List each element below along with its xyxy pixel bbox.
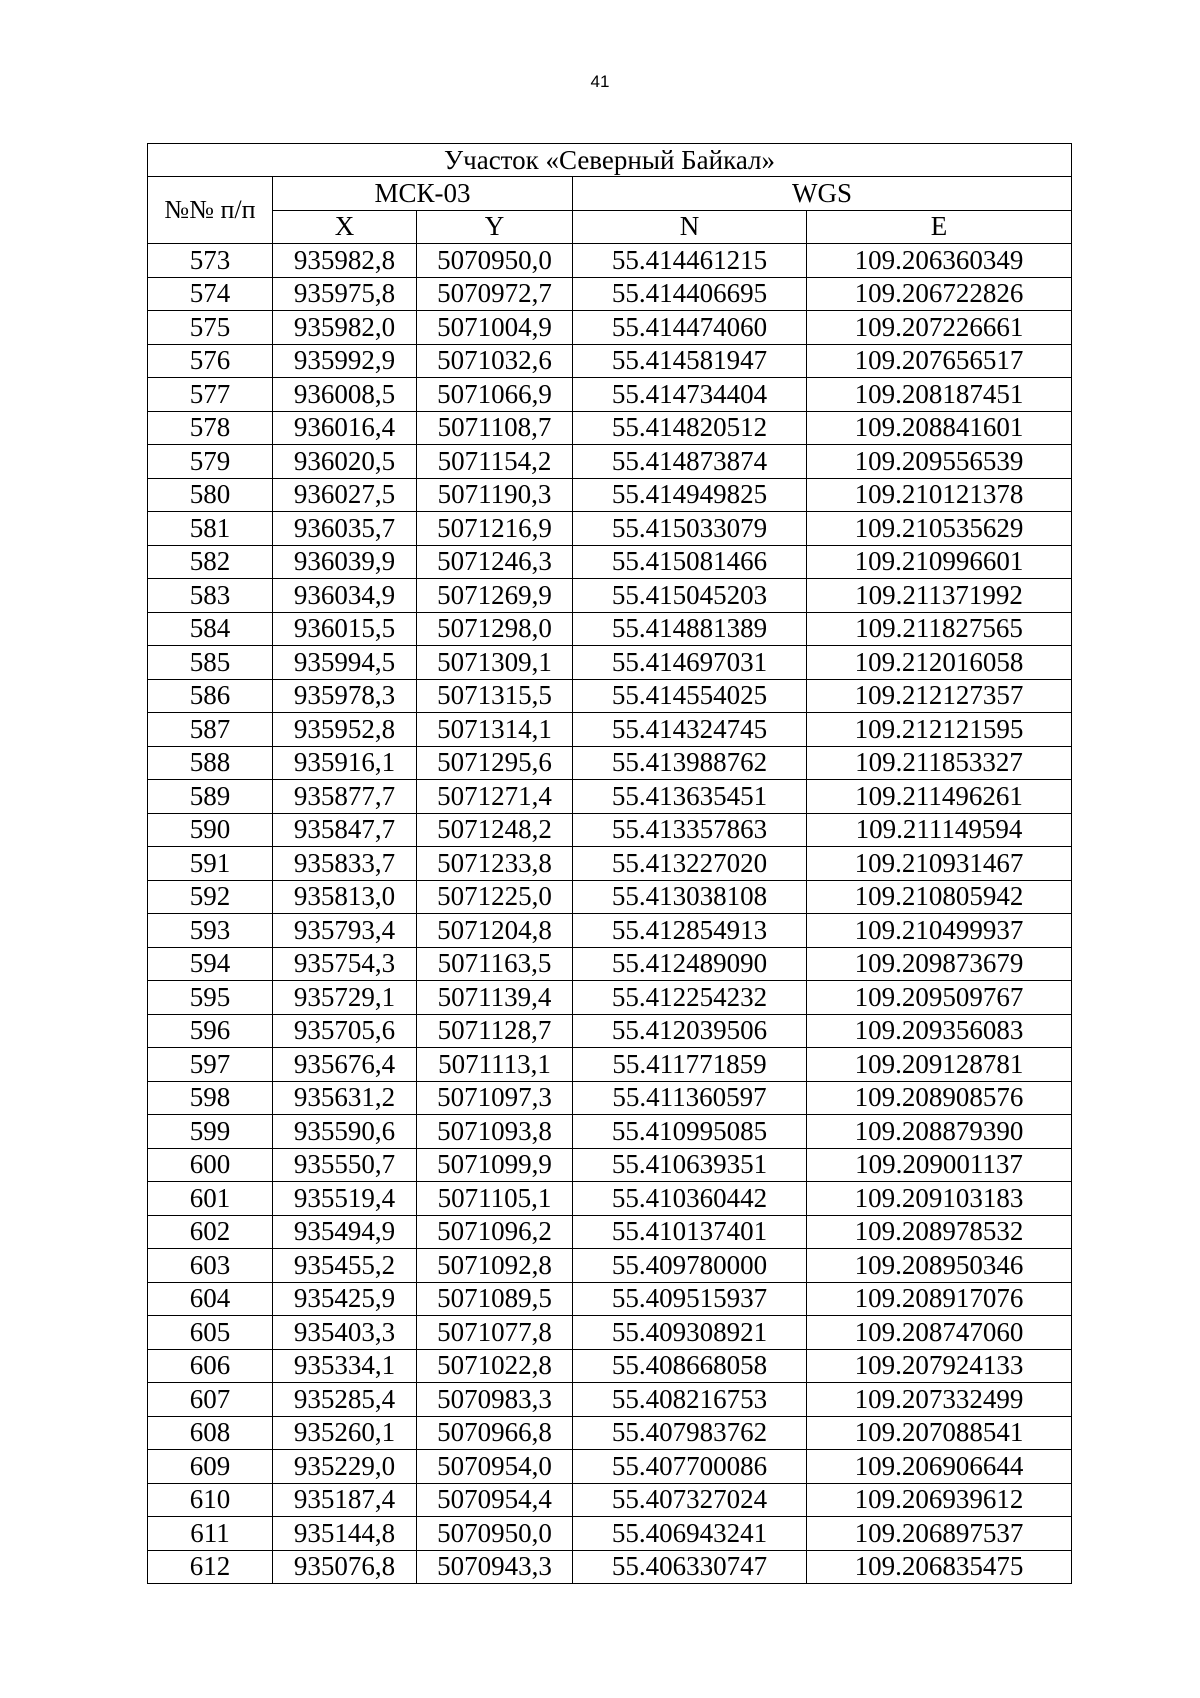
cell-row-number: 589 [148,780,273,814]
cell-x: 936020,5 [273,445,417,479]
cell-e: 109.208978532 [807,1215,1072,1249]
cell-e: 109.206939612 [807,1483,1072,1517]
table-row [148,981,1072,1015]
cell-n: 55.406330747 [573,1550,807,1584]
table-row [148,344,1072,378]
cell-y: 5071248,2 [417,813,573,847]
cell-row-number: 583 [148,579,273,613]
cell-n: 55.415081466 [573,545,807,579]
cell-e: 109.212016058 [807,646,1072,680]
cell-x: 935519,4 [273,1182,417,1216]
cell-y: 5071004,9 [417,311,573,345]
cell-row-number: 588 [148,746,273,780]
cell-e: 109.210996601 [807,545,1072,579]
cell-e: 109.206897537 [807,1517,1072,1551]
cell-y: 5071271,4 [417,780,573,814]
table-row [148,1416,1072,1450]
cell-x: 935403,3 [273,1316,417,1350]
cell-x: 935975,8 [273,277,417,311]
cell-e: 109.209356083 [807,1014,1072,1048]
cell-y: 5071113,1 [417,1048,573,1082]
cell-x: 935994,5 [273,646,417,680]
cell-row-number: 599 [148,1115,273,1149]
cell-e: 109.207226661 [807,311,1072,345]
cell-x: 935631,2 [273,1081,417,1115]
table-row [148,813,1072,847]
table-row [148,1517,1072,1551]
cell-x: 935494,9 [273,1215,417,1249]
cell-x: 935260,1 [273,1416,417,1450]
cell-x: 935676,4 [273,1048,417,1082]
cell-n: 55.415045203 [573,579,807,613]
cell-row-number: 587 [148,713,273,747]
cell-x: 936015,5 [273,612,417,646]
cell-n: 55.414554025 [573,679,807,713]
cell-y: 5071032,6 [417,344,573,378]
table-row [148,612,1072,646]
cell-n: 55.407327024 [573,1483,807,1517]
cell-y: 5071314,1 [417,713,573,747]
cell-y: 5070950,0 [417,1517,573,1551]
cell-row-number: 586 [148,679,273,713]
cell-x: 936035,7 [273,512,417,546]
cell-row-number: 611 [148,1517,273,1551]
cell-e: 109.208841601 [807,411,1072,445]
table-row [148,512,1072,546]
cell-n: 55.410137401 [573,1215,807,1249]
table-row [148,947,1072,981]
cell-e: 109.206360349 [807,244,1072,278]
cell-y: 5071298,0 [417,612,573,646]
table-row [148,780,1072,814]
header-wgs: WGS [573,177,1072,211]
cell-row-number: 579 [148,445,273,479]
cell-e: 109.210121378 [807,478,1072,512]
table-body [148,244,1072,1584]
cell-n: 55.407983762 [573,1416,807,1450]
cell-x: 935992,9 [273,344,417,378]
cell-n: 55.412254232 [573,981,807,1015]
cell-y: 5071216,9 [417,512,573,546]
coordinates-table [147,143,1072,1584]
cell-x: 936039,9 [273,545,417,579]
cell-n: 55.414581947 [573,344,807,378]
cell-y: 5071204,8 [417,914,573,948]
cell-y: 5071108,7 [417,411,573,445]
cell-n: 55.414461215 [573,244,807,278]
cell-row-number: 577 [148,378,273,412]
cell-e: 109.210931467 [807,847,1072,881]
cell-e: 109.206906644 [807,1450,1072,1484]
cell-e: 109.210535629 [807,512,1072,546]
cell-x: 935229,0 [273,1450,417,1484]
cell-x: 935952,8 [273,713,417,747]
table-row [148,478,1072,512]
cell-e: 109.209103183 [807,1182,1072,1216]
cell-y: 5071139,4 [417,981,573,1015]
cell-n: 55.415033079 [573,512,807,546]
table-row [148,1349,1072,1383]
table-row [148,311,1072,345]
cell-row-number: 574 [148,277,273,311]
cell-n: 55.411771859 [573,1048,807,1082]
cell-row-number: 597 [148,1048,273,1082]
cell-row-number: 576 [148,344,273,378]
cell-row-number: 585 [148,646,273,680]
table-row [148,1182,1072,1216]
cell-n: 55.410995085 [573,1115,807,1149]
table-row [148,1014,1072,1048]
cell-e: 109.209556539 [807,445,1072,479]
cell-e: 109.208879390 [807,1115,1072,1149]
cell-e: 109.211371992 [807,579,1072,613]
cell-row-number: 609 [148,1450,273,1484]
cell-e: 109.212121595 [807,713,1072,747]
table-row [148,1383,1072,1417]
cell-e: 109.207924133 [807,1349,1072,1383]
table-row [148,1316,1072,1350]
cell-row-number: 607 [148,1383,273,1417]
cell-e: 109.207088541 [807,1416,1072,1450]
cell-row-number: 608 [148,1416,273,1450]
cell-y: 5070966,8 [417,1416,573,1450]
table-row [148,1215,1072,1249]
table-row [148,445,1072,479]
cell-row-number: 578 [148,411,273,445]
cell-row-number: 591 [148,847,273,881]
table-row [148,1550,1072,1584]
cell-y: 5071105,1 [417,1182,573,1216]
header-y: Y [417,210,573,244]
cell-x: 935833,7 [273,847,417,881]
cell-row-number: 580 [148,478,273,512]
cell-row-number: 600 [148,1148,273,1182]
cell-e: 109.208747060 [807,1316,1072,1350]
cell-y: 5070983,3 [417,1383,573,1417]
cell-row-number: 584 [148,612,273,646]
cell-y: 5071154,2 [417,445,573,479]
header-e: E [807,210,1072,244]
cell-x: 935590,6 [273,1115,417,1149]
cell-x: 935982,8 [273,244,417,278]
cell-n: 55.414949825 [573,478,807,512]
cell-row-number: 590 [148,813,273,847]
cell-x: 935076,8 [273,1550,417,1584]
cell-row-number: 610 [148,1483,273,1517]
cell-n: 55.412039506 [573,1014,807,1048]
cell-n: 55.408668058 [573,1349,807,1383]
cell-e: 109.206722826 [807,277,1072,311]
cell-y: 5071093,8 [417,1115,573,1149]
cell-y: 5071096,2 [417,1215,573,1249]
cell-x: 935916,1 [273,746,417,780]
cell-x: 935978,3 [273,679,417,713]
cell-x: 936016,4 [273,411,417,445]
cell-e: 109.209128781 [807,1048,1072,1082]
cell-x: 935847,7 [273,813,417,847]
cell-y: 5070972,7 [417,277,573,311]
table-row [148,378,1072,412]
table-row [148,244,1072,278]
table-row [148,1115,1072,1149]
cell-n: 55.409515937 [573,1282,807,1316]
page-number: 41 [590,72,610,91]
cell-y: 5071128,7 [417,1014,573,1048]
table-row [148,1450,1072,1484]
cell-y: 5071163,5 [417,947,573,981]
cell-x: 935793,4 [273,914,417,948]
cell-n: 55.408216753 [573,1383,807,1417]
cell-y: 5071225,0 [417,880,573,914]
cell-x: 935285,4 [273,1383,417,1417]
cell-row-number: 582 [148,545,273,579]
cell-e: 109.212127357 [807,679,1072,713]
cell-row-number: 573 [148,244,273,278]
cell-e: 109.209873679 [807,947,1072,981]
cell-e: 109.208950346 [807,1249,1072,1283]
table-row [148,646,1072,680]
cell-n: 55.411360597 [573,1081,807,1115]
cell-x: 935550,7 [273,1148,417,1182]
cell-e: 109.211496261 [807,780,1072,814]
cell-y: 5071099,9 [417,1148,573,1182]
table-row [148,713,1072,747]
cell-e: 109.208908576 [807,1081,1072,1115]
cell-y: 5071190,3 [417,478,573,512]
cell-y: 5070954,0 [417,1450,573,1484]
table-row [148,1483,1072,1517]
cell-y: 5070943,3 [417,1550,573,1584]
cell-n: 55.413038108 [573,880,807,914]
table-row [148,579,1072,613]
cell-n: 55.414881389 [573,612,807,646]
cell-e: 109.206835475 [807,1550,1072,1584]
cell-y: 5071066,9 [417,378,573,412]
cell-n: 55.409308921 [573,1316,807,1350]
cell-row-number: 592 [148,880,273,914]
cell-y: 5071295,6 [417,746,573,780]
cell-e: 109.210805942 [807,880,1072,914]
cell-x: 935754,3 [273,947,417,981]
cell-n: 55.414474060 [573,311,807,345]
cell-x: 935144,8 [273,1517,417,1551]
cell-x: 935729,1 [273,981,417,1015]
cell-e: 109.211853327 [807,746,1072,780]
cell-row-number: 601 [148,1182,273,1216]
table-row [148,847,1072,881]
cell-n: 55.412854913 [573,914,807,948]
cell-row-number: 575 [148,311,273,345]
cell-n: 55.414734404 [573,378,807,412]
cell-x: 935877,7 [273,780,417,814]
cell-n: 55.412489090 [573,947,807,981]
cell-y: 5071309,1 [417,646,573,680]
cell-row-number: 603 [148,1249,273,1283]
cell-n: 55.414406695 [573,277,807,311]
cell-e: 109.208917076 [807,1282,1072,1316]
cell-y: 5071246,3 [417,545,573,579]
cell-n: 55.407700086 [573,1450,807,1484]
table-row [148,1048,1072,1082]
cell-y: 5070954,4 [417,1483,573,1517]
cell-y: 5071077,8 [417,1316,573,1350]
cell-y: 5071315,5 [417,679,573,713]
table-row [148,1081,1072,1115]
table-row [148,411,1072,445]
cell-row-number: 602 [148,1215,273,1249]
table-title: Участок «Северный Байкал» [148,144,1072,177]
cell-y: 5071097,3 [417,1081,573,1115]
header-x: X [273,210,417,244]
cell-y: 5071022,8 [417,1349,573,1383]
cell-row-number: 598 [148,1081,273,1115]
cell-y: 5071089,5 [417,1282,573,1316]
header-n: N [573,210,807,244]
cell-row-number: 593 [148,914,273,948]
cell-e: 109.207332499 [807,1383,1072,1417]
table-row [148,679,1072,713]
table-row [148,1249,1072,1283]
cell-n: 55.410360442 [573,1182,807,1216]
cell-row-number: 612 [148,1550,273,1584]
cell-x: 935813,0 [273,880,417,914]
cell-row-number: 606 [148,1349,273,1383]
table-row [148,880,1072,914]
cell-row-number: 604 [148,1282,273,1316]
cell-e: 109.209001137 [807,1148,1072,1182]
cell-n: 55.413988762 [573,746,807,780]
cell-e: 109.211149594 [807,813,1072,847]
cell-n: 55.414697031 [573,646,807,680]
table-row [148,277,1072,311]
cell-e: 109.210499937 [807,914,1072,948]
table-row [148,746,1072,780]
cell-n: 55.406943241 [573,1517,807,1551]
header-row-number: №№ п/п [148,177,273,244]
cell-e: 109.207656517 [807,344,1072,378]
cell-n: 55.413635451 [573,780,807,814]
cell-e: 109.209509767 [807,981,1072,1015]
cell-row-number: 594 [148,947,273,981]
cell-row-number: 596 [148,1014,273,1048]
cell-x: 935334,1 [273,1349,417,1383]
cell-y: 5071092,8 [417,1249,573,1283]
cell-e: 109.211827565 [807,612,1072,646]
cell-y: 5071269,9 [417,579,573,613]
cell-y: 5071233,8 [417,847,573,881]
cell-x: 935425,9 [273,1282,417,1316]
cell-x: 935455,2 [273,1249,417,1283]
cell-row-number: 605 [148,1316,273,1350]
cell-row-number: 581 [148,512,273,546]
header-msk03: МСК-03 [273,177,573,211]
cell-n: 55.414324745 [573,713,807,747]
cell-x: 935982,0 [273,311,417,345]
cell-n: 55.414873874 [573,445,807,479]
cell-n: 55.409780000 [573,1249,807,1283]
table-row [148,1282,1072,1316]
cell-x: 936034,9 [273,579,417,613]
cell-e: 109.208187451 [807,378,1072,412]
cell-n: 55.414820512 [573,411,807,445]
cell-n: 55.410639351 [573,1148,807,1182]
cell-x: 936027,5 [273,478,417,512]
cell-x: 936008,5 [273,378,417,412]
table-row [148,914,1072,948]
table-row [148,545,1072,579]
table-row [148,1148,1072,1182]
cell-x: 935187,4 [273,1483,417,1517]
cell-x: 935705,6 [273,1014,417,1048]
cell-n: 55.413227020 [573,847,807,881]
cell-row-number: 595 [148,981,273,1015]
cell-n: 55.413357863 [573,813,807,847]
cell-y: 5070950,0 [417,244,573,278]
